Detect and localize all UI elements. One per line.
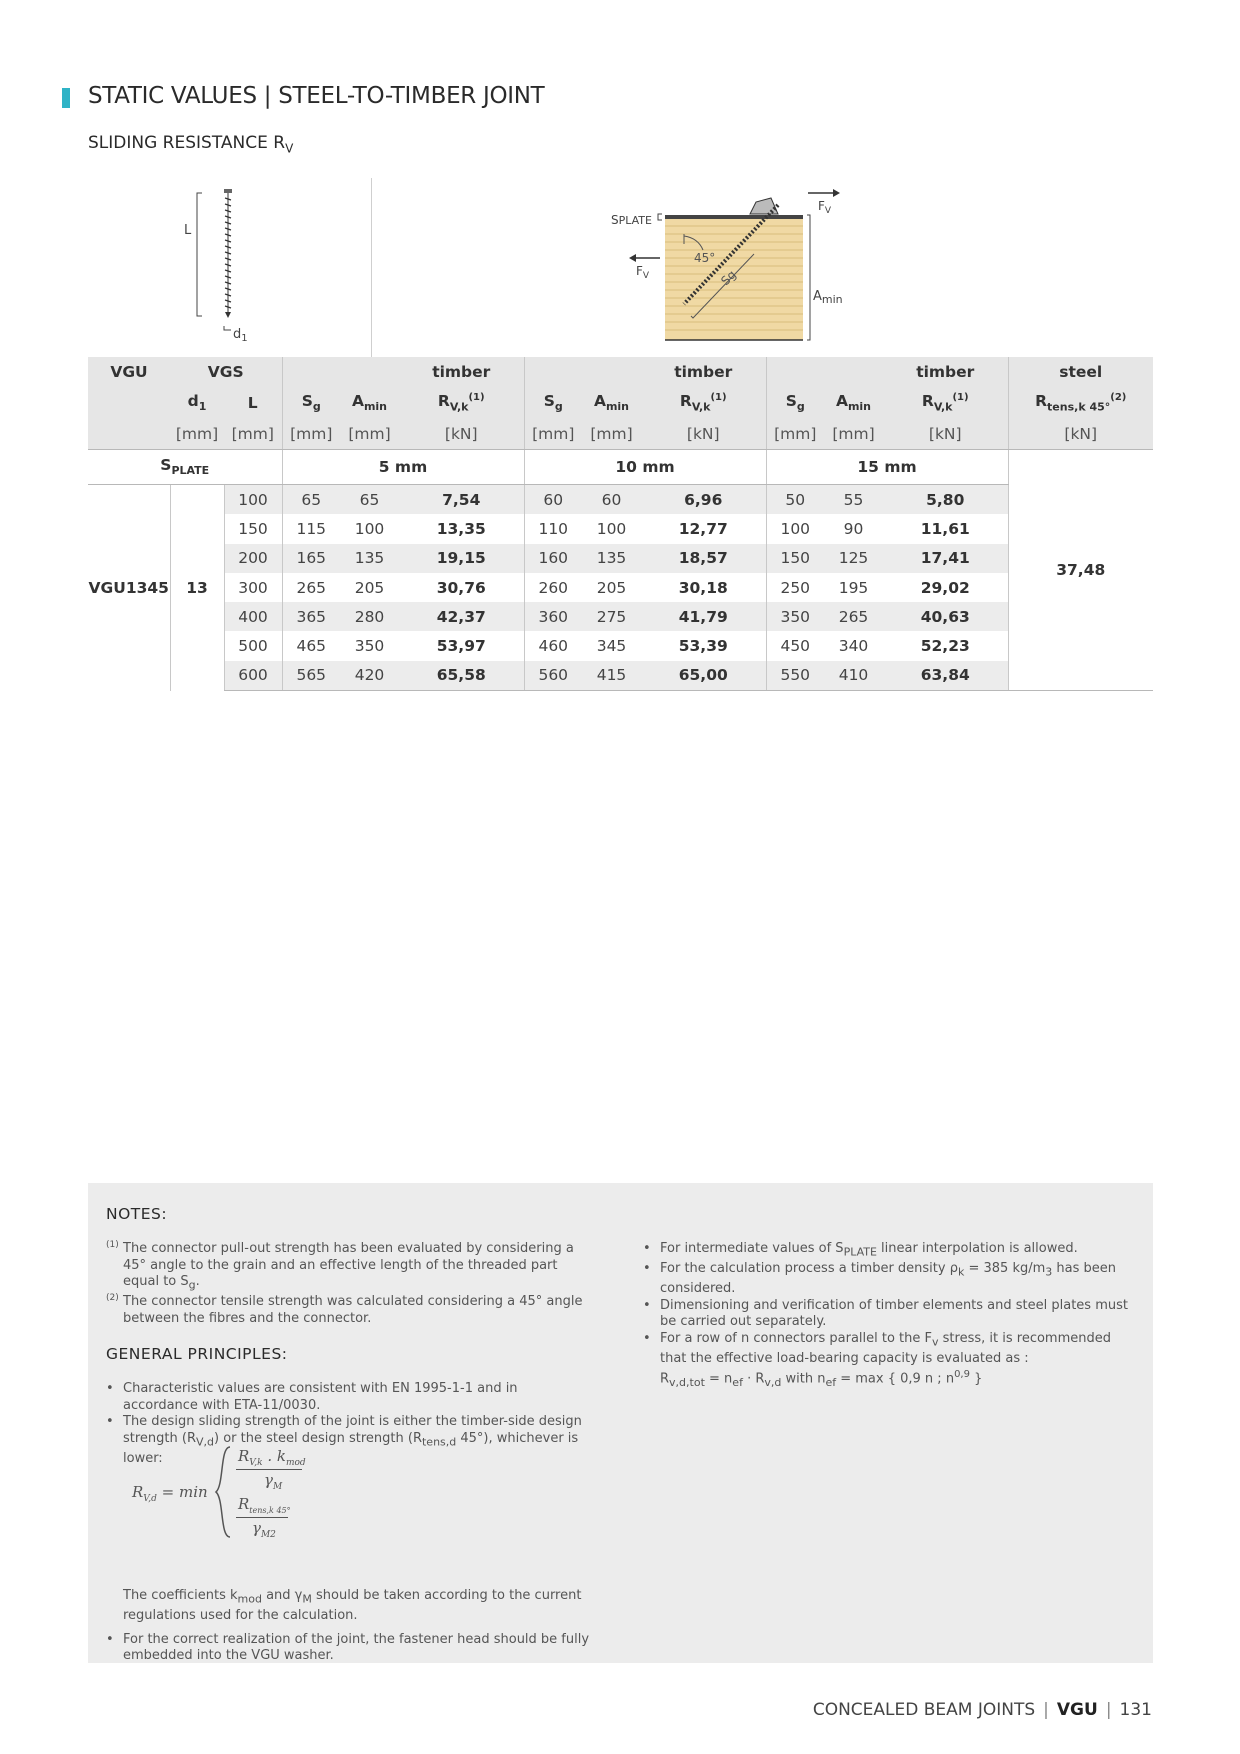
- table-row: 500 465 350 53,97 460 345 53,39 450 340 52,23: [88, 631, 1153, 660]
- header-units-row: [mm] [mm] [mm] [mm] [kN] [mm] [mm] [kN] [mm] [mm] [kN] [kN]: [88, 419, 1153, 450]
- col-d1: $d_1$: [170, 386, 224, 419]
- figure-drawing: [88, 178, 1153, 358]
- table-row: 600 565 420 65,58 560 415 65,00 550 410 63,84: [88, 661, 1153, 691]
- formula-denominator-2: $\gamma_{M2}$: [252, 1519, 276, 1540]
- header-row-2: $d_1$ L $S_g$ $A_{min}$ $R_{V,k}^{(1)}$ $S_g$ $A_{min}$ $R_{V,k}^{(1)}$ $S_g$ $A_{min}$ $R_{V,k}^{(1)}$ $R_{tens,k 45^\circ}^{(2)}$: [88, 386, 1153, 419]
- footer-section: CONCEALED BEAM JOINTS: [812, 1700, 1036, 1720]
- footnote-1: (1) The connector pull-out strength has been evaluated by considering a 45° angle to the grain and an effective length of the threaded part equal to $S_g$.: [106, 1240, 574, 1292]
- col-steel: steel: [1008, 357, 1153, 386]
- fig-label-amin: $A_{min}$: [813, 289, 843, 306]
- splate-10mm: 10 mm: [524, 450, 766, 485]
- timber-block: [629, 189, 840, 340]
- effective-capacity-formula: $R_{v,d,tot} = n_{ef} \cdot R_{v,d}$ with $n_{ef} = \max$ { 0,9 n ; $n^{0,9}$ }: [660, 1369, 983, 1390]
- col-vgs: VGS: [170, 357, 282, 386]
- notes-left-column: [106, 1241, 596, 1327]
- coefficients-note: The coefficients $k_{mod}$ and $\gamma_M$ should be taken according to the current regulations used for the calculation.: [123, 1588, 582, 1624]
- principle-item: • The design sliding strength of the joint is either the timber-side design strength $(R_{V,d})$ or the steel design strength ($R_{tens,d}$ 45°), whichever is lower:: [106, 1414, 596, 1467]
- general-principles-heading: GENERAL PRINCIPLES:: [106, 1345, 288, 1363]
- fig-label-sg: Sg: [718, 267, 739, 289]
- steel-value: 37,48: [1056, 561, 1106, 580]
- page-title: STATIC VALUES | STEEL-TO-TIMBER JOINT: [88, 83, 545, 109]
- notes-panel: [88, 1183, 1153, 1663]
- note-item: • For intermediate values of $S_{PLATE}$ linear interpolation is allowed.: [643, 1241, 1135, 1261]
- table-row: 400 365 280 42,37 360 275 41,79 350 265 40,63: [88, 602, 1153, 631]
- note-item: • Dimensioning and verification of timber elements and steel plates must be carried out separately.: [643, 1298, 1135, 1331]
- table-row: VGU1345 13 100 65 65 7,54 60 60 6,96 50 55 5,80: [88, 485, 1153, 515]
- sliding-resistance-table: [88, 357, 1153, 691]
- note-item: • For a row of n connectors parallel to the $F_v$ stress, it is recommended that the effective load-bearing capacity is evaluated as :: [643, 1331, 1135, 1368]
- col-L: L: [224, 386, 282, 419]
- formula-lhs: $R_{V,d} = \min$: [132, 1483, 208, 1504]
- col-timber-b: timber: [641, 357, 766, 386]
- formula-numerator-2: $R_{tens,k 45^\circ}$: [238, 1495, 291, 1515]
- splate-15mm: 15 mm: [766, 450, 1008, 485]
- principles-list-2: [106, 1588, 596, 1665]
- col-timber-c: timber: [883, 357, 1008, 386]
- joint-figure: [88, 178, 1153, 358]
- table-row: 200 165 135 19,15 160 135 18,57 150 125 17,41: [88, 544, 1153, 573]
- splate-row: [88, 450, 1153, 485]
- principle-item: • For the correct realization of the joint, the fastener head should be fully embedded into the VGU washer.: [106, 1632, 596, 1665]
- brace-icon: [214, 1445, 234, 1539]
- fig-label-fv-right: $F_V$: [818, 199, 832, 216]
- header-row-1: [88, 357, 1153, 386]
- fig-label-splate: SPLATE: [611, 213, 652, 227]
- title-accent-bar: [62, 88, 70, 108]
- page-number: 131: [1119, 1700, 1152, 1720]
- table-row: 150 115 100 13,35 110 100 12,77 100 90 11,61: [88, 514, 1153, 543]
- notes-right-column: [643, 1241, 1135, 1392]
- fig-label-d1: $d_1$: [233, 327, 248, 344]
- table-row: 300 265 205 30,76 260 205 30,18 250 195 29,02: [88, 573, 1153, 602]
- design-strength-formula: [132, 1447, 332, 1541]
- footer-product: VGU: [1056, 1700, 1098, 1720]
- fraction-bar-2: [236, 1517, 288, 1518]
- page-subtitle: SLIDING RESISTANCE $R_V$: [88, 133, 294, 156]
- splate-5mm: 5 mm: [282, 450, 524, 485]
- principle-item: • Characteristic values are consistent with EN 1995-1-1 and in accordance with ETA-11/0030.: [106, 1381, 596, 1414]
- d1-value: 13: [170, 485, 224, 691]
- fraction-bar-1: [236, 1469, 302, 1470]
- fig-label-fv-left: $F_V$: [636, 264, 650, 281]
- notes-heading: NOTES:: [106, 1205, 168, 1223]
- col-timber-a: timber: [399, 357, 524, 386]
- formula-denominator-1: $\gamma_M$: [264, 1471, 283, 1492]
- screw-icon: [197, 189, 232, 330]
- col-vgu: VGU: [88, 357, 170, 386]
- formula-numerator-1: $R_{V,k}$ . $k_{mod}$: [238, 1447, 306, 1468]
- vgu-code: VGU1345: [88, 578, 169, 597]
- page-footer: CONCEALED BEAM JOINTS | VGU | 131: [812, 1700, 1152, 1720]
- note-item: • For the calculation process a timber density $\rho_k = 385$ $kg/m_3$ has been considered.: [643, 1261, 1135, 1298]
- fig-label-L: L: [184, 223, 192, 238]
- splate-label: $S_{PLATE}$: [88, 450, 282, 485]
- fig-label-angle: 45°: [694, 251, 716, 265]
- footnote-2: (2) The connector tensile strength was calculated considering a 45° angle between the fibres and the connector.: [106, 1293, 583, 1326]
